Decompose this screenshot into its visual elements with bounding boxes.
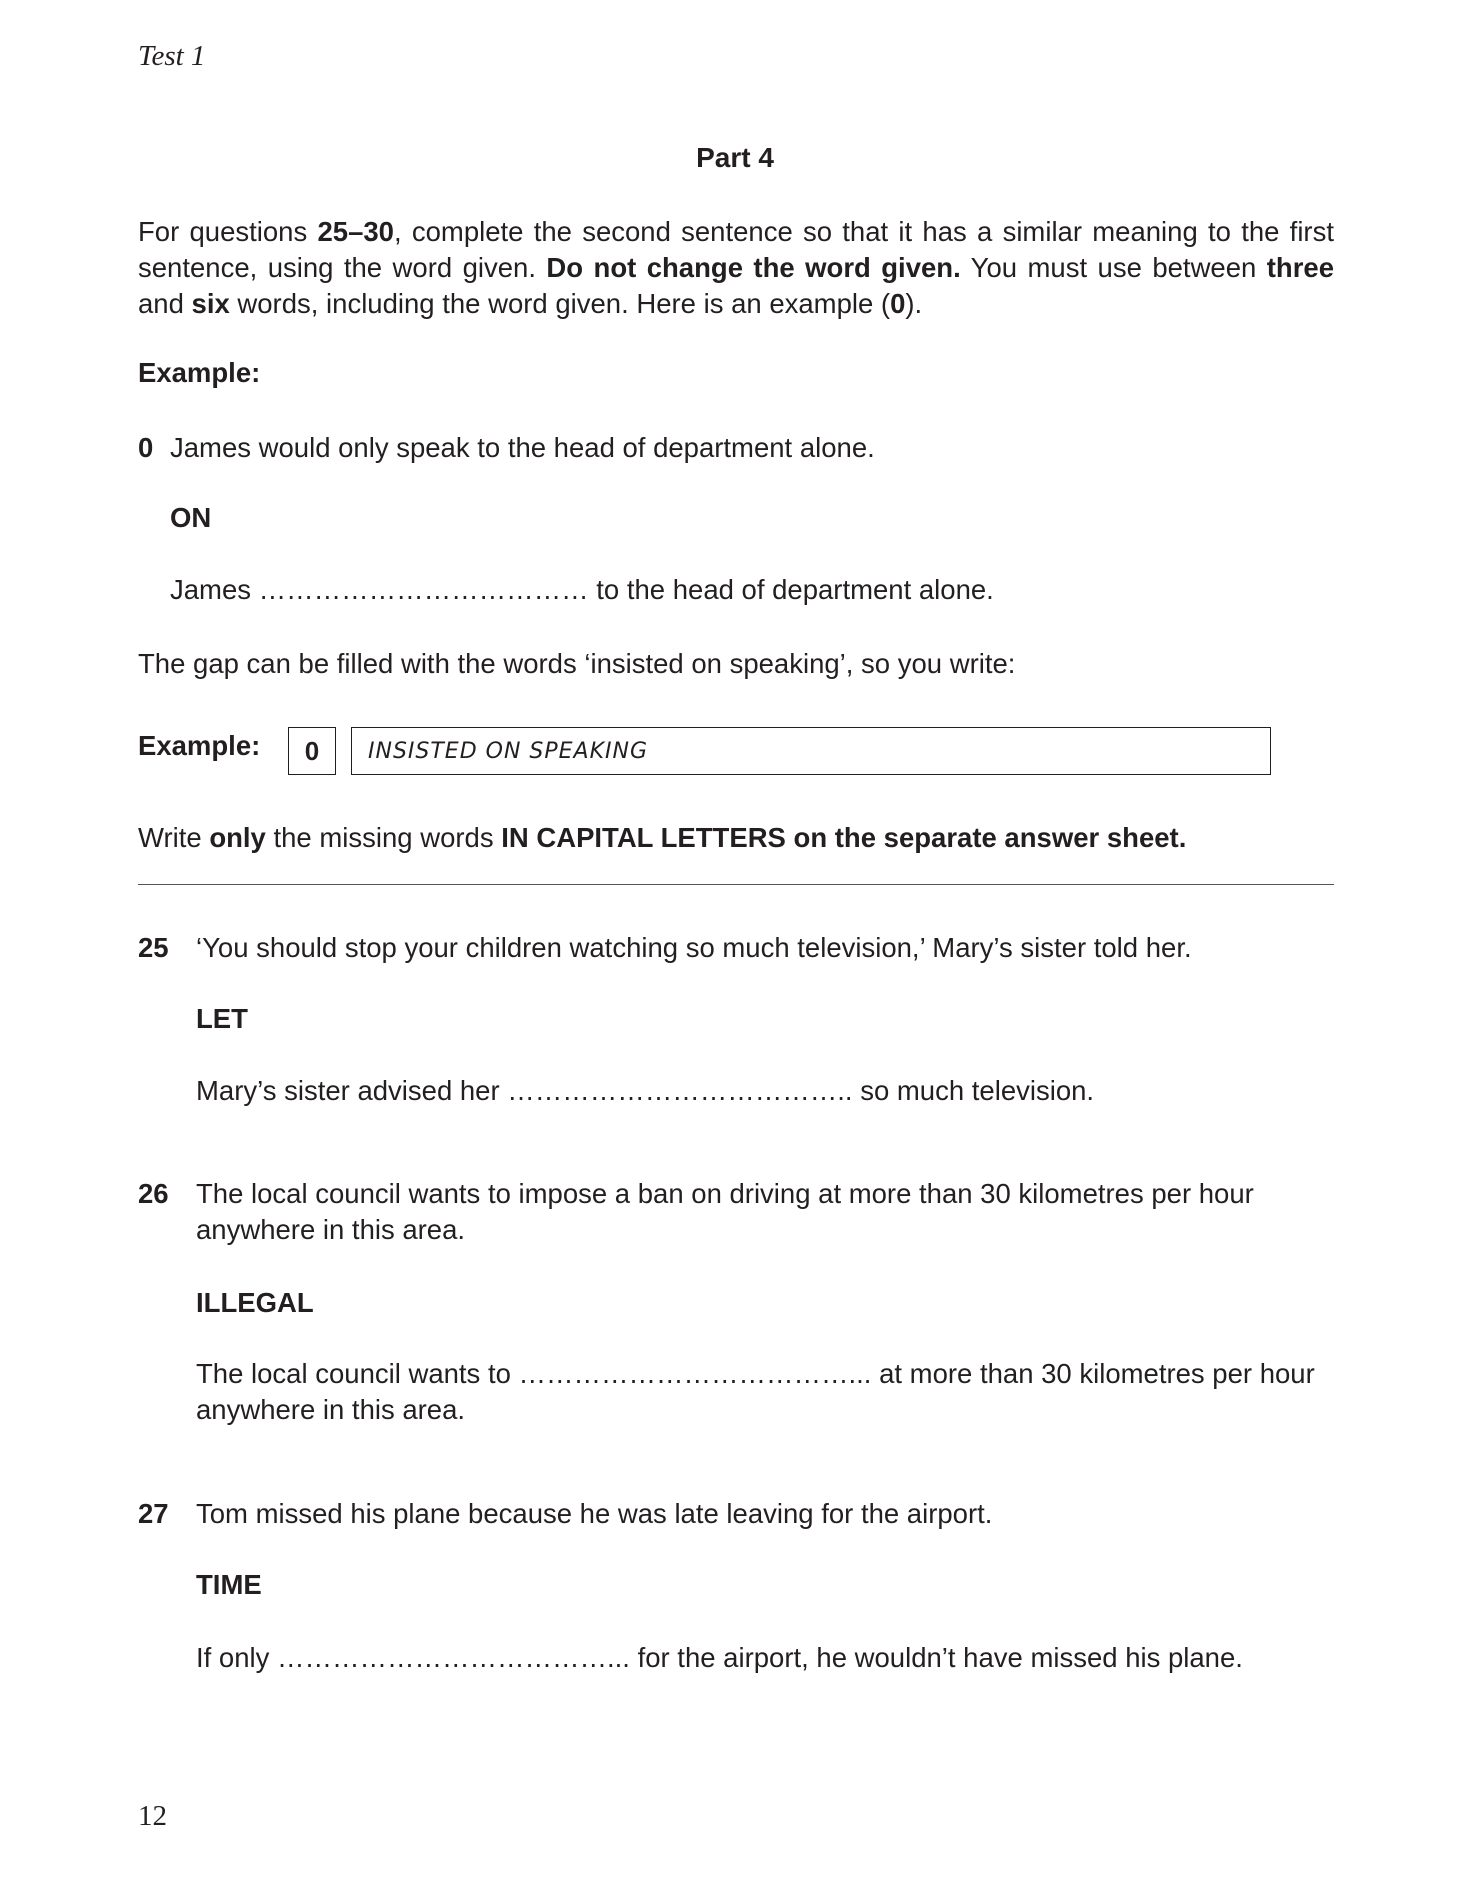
example-sentence: James would only speak to the head of department alone. xyxy=(170,432,875,463)
gap-text: James xyxy=(170,574,259,605)
write-note xyxy=(138,820,1186,856)
instr-bold: 0 xyxy=(890,288,906,319)
question-25 xyxy=(138,930,1334,966)
test-label: Test 1 xyxy=(138,40,206,72)
gap-dots: ………………………………... xyxy=(277,1642,630,1673)
gap-dots: ……………………………….. xyxy=(507,1075,853,1106)
question-number: 27 xyxy=(138,1498,169,1529)
question-gap-sentence xyxy=(196,1356,1334,1428)
instr-text: words, including the word given. Here is an example ( xyxy=(229,288,891,319)
gap-text: for the airport, he wouldn’t have missed his plane. xyxy=(629,1642,1243,1673)
question-gap-sentence xyxy=(196,1640,1334,1676)
question-26 xyxy=(138,1176,1276,1248)
question-number: 26 xyxy=(138,1178,169,1209)
note-bold: only xyxy=(209,822,266,853)
gap-dots: ………………………………... xyxy=(518,1358,872,1389)
gap-text: Mary’s sister advised her xyxy=(196,1075,508,1106)
example-explanation: The gap can be filled with the words ‘insisted on speaking’, so you write: xyxy=(138,648,1016,679)
page-number: 12 xyxy=(138,1800,167,1832)
instr-text: For questions xyxy=(138,216,318,247)
gap-text: If only xyxy=(196,1642,278,1673)
instr-bold: Do not change the word given. xyxy=(546,252,961,283)
question-keyword: ILLEGAL xyxy=(196,1287,314,1318)
note-bold: IN CAPITAL LETTERS on the separate answer sheet. xyxy=(501,822,1187,853)
question-keyword: LET xyxy=(196,1003,248,1034)
answer-box: INSISTED ON SPEAKING xyxy=(351,727,1271,775)
note-text: Write xyxy=(138,822,210,853)
instructions xyxy=(138,214,1334,322)
instr-text: ). xyxy=(905,288,923,319)
example-gap-sentence xyxy=(170,572,994,608)
instr-text: You must use between xyxy=(960,252,1267,283)
gap-text: The local council wants to xyxy=(196,1358,519,1389)
question-gap-sentence xyxy=(196,1073,1334,1109)
question-27 xyxy=(138,1496,1334,1532)
divider xyxy=(138,884,1334,885)
instr-bold: three xyxy=(1266,252,1335,283)
instr-bold: six xyxy=(191,288,230,319)
answer-number-box: 0 xyxy=(288,727,336,775)
question-keyword: TIME xyxy=(196,1569,262,1600)
question-sentence: Tom missed his plane because he was late leaving for the airport. xyxy=(196,1498,993,1529)
question-sentence: ‘You should stop your children watching so much television,’ Mary’s sister told her. xyxy=(196,932,1192,963)
part-title: Part 4 xyxy=(696,142,774,173)
question-sentence: The local council wants to impose a ban on driving at more than 30 kilometres per hour anywhere in this area. xyxy=(196,1178,1254,1245)
example-keyword: ON xyxy=(170,502,212,533)
note-text: the missing words xyxy=(265,822,502,853)
gap-text: to the head of department alone. xyxy=(588,574,994,605)
instr-text: and xyxy=(138,288,192,319)
instr-bold: 25–30 xyxy=(317,216,394,247)
example-question xyxy=(138,430,875,466)
gap-text: at more than 30 kilometres per hour anywhere in this area. xyxy=(196,1358,1315,1425)
question-number: 25 xyxy=(138,932,169,963)
example-number: 0 xyxy=(138,432,154,463)
gap-dots: ……………………………… xyxy=(258,574,589,605)
instr-text: , complete the second sentence so that it has a similar meaning to the first sentence, using the word given. xyxy=(138,216,1334,283)
example-heading: Example: xyxy=(138,357,261,388)
answer-example-label: Example: xyxy=(138,730,261,761)
gap-text: so much television. xyxy=(852,1075,1095,1106)
